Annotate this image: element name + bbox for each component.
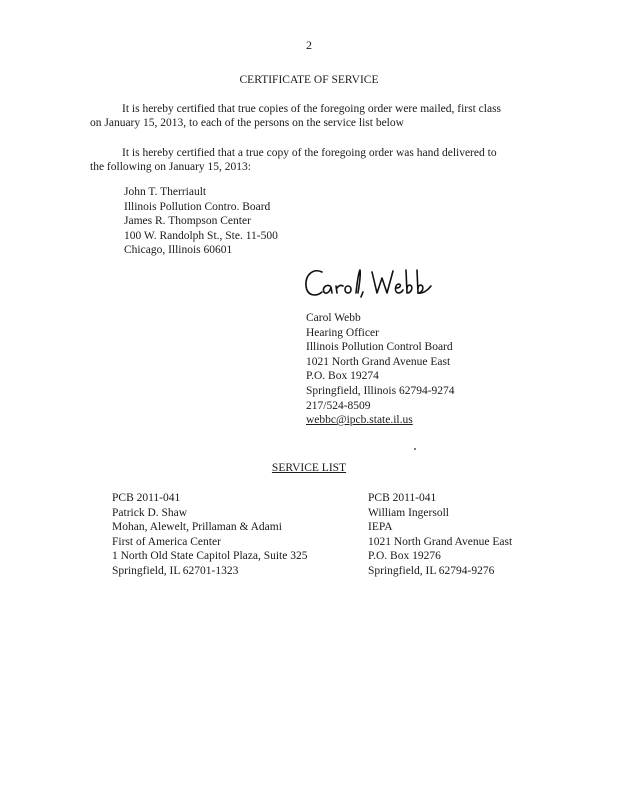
mailing-line-1: It is hereby certified that true copies of the foregoing order were mailed, first class xyxy=(122,103,502,115)
officer-organization: Illinois Pollution Control Board xyxy=(306,341,453,354)
recipient-organization: Illinois Pollution Contro. Board xyxy=(124,200,271,213)
page-number: 2 xyxy=(306,38,312,52)
service-firm: IEPA xyxy=(368,521,393,534)
service-building: First of America Center xyxy=(112,535,221,548)
service-street: P.O. Box 19276 xyxy=(368,550,441,563)
service-name: Patrick D. Shaw xyxy=(112,506,188,519)
recipient-address-block xyxy=(124,185,278,258)
recipient-name: John T. Therriault xyxy=(124,186,207,198)
hand-delivery-certification-paragraph xyxy=(90,146,530,174)
officer-phone: 217/524-8509 xyxy=(306,399,371,412)
service-name: William Ingersoll xyxy=(368,506,449,519)
service-case-number: PCB 2011-041 xyxy=(368,492,437,504)
service-city: Springfield, IL 62794-9276 xyxy=(368,564,495,577)
service-firm: Mohan, Alewelt, Prillaman & Adami xyxy=(112,521,282,534)
recipient-city: Chicago, Illinois 60601 xyxy=(124,244,233,257)
hand-delivery-line-2: the following on January 15, 2013: xyxy=(90,161,251,173)
officer-street: 1021 North Grand Avenue East xyxy=(306,355,451,368)
mailing-line-2: on January 15, 2013, to each of the persons on the service list below xyxy=(90,117,404,129)
service-list-title: SERVICE LIST xyxy=(271,462,347,474)
stray-dot xyxy=(414,448,416,450)
officer-city: Springfield, Illinois 62794-9274 xyxy=(306,384,455,397)
certificate-title: CERTIFICATE OF SERVICE xyxy=(239,74,379,86)
recipient-street: 100 W. Randolph St., Ste. 11-500 xyxy=(124,229,278,242)
hand-delivery-line-1: It is hereby certified that a true copy of the foregoing order was hand delivered to xyxy=(122,147,497,159)
officer-name: Carol Webb xyxy=(306,312,361,324)
service-city: Springfield, IL 62701-1323 xyxy=(112,564,239,577)
mailing-certification-paragraph xyxy=(90,102,530,130)
recipient-building: James R. Thompson Center xyxy=(124,215,251,228)
officer-email-link[interactable]: webbc@ipcb.state.il.us xyxy=(306,414,413,427)
service-entry-right xyxy=(368,491,512,579)
hearing-officer-block xyxy=(306,311,455,428)
officer-title: Hearing Officer xyxy=(306,326,379,339)
officer-po-box: P.O. Box 19274 xyxy=(306,370,379,383)
service-building: 1021 North Grand Avenue East xyxy=(368,535,513,548)
service-entry-left xyxy=(112,491,307,579)
service-case-number: PCB 2011-041 xyxy=(112,492,181,504)
handwritten-signature xyxy=(300,262,440,304)
service-street: 1 North Old State Capitol Plaza, Suite 325 xyxy=(112,550,308,563)
